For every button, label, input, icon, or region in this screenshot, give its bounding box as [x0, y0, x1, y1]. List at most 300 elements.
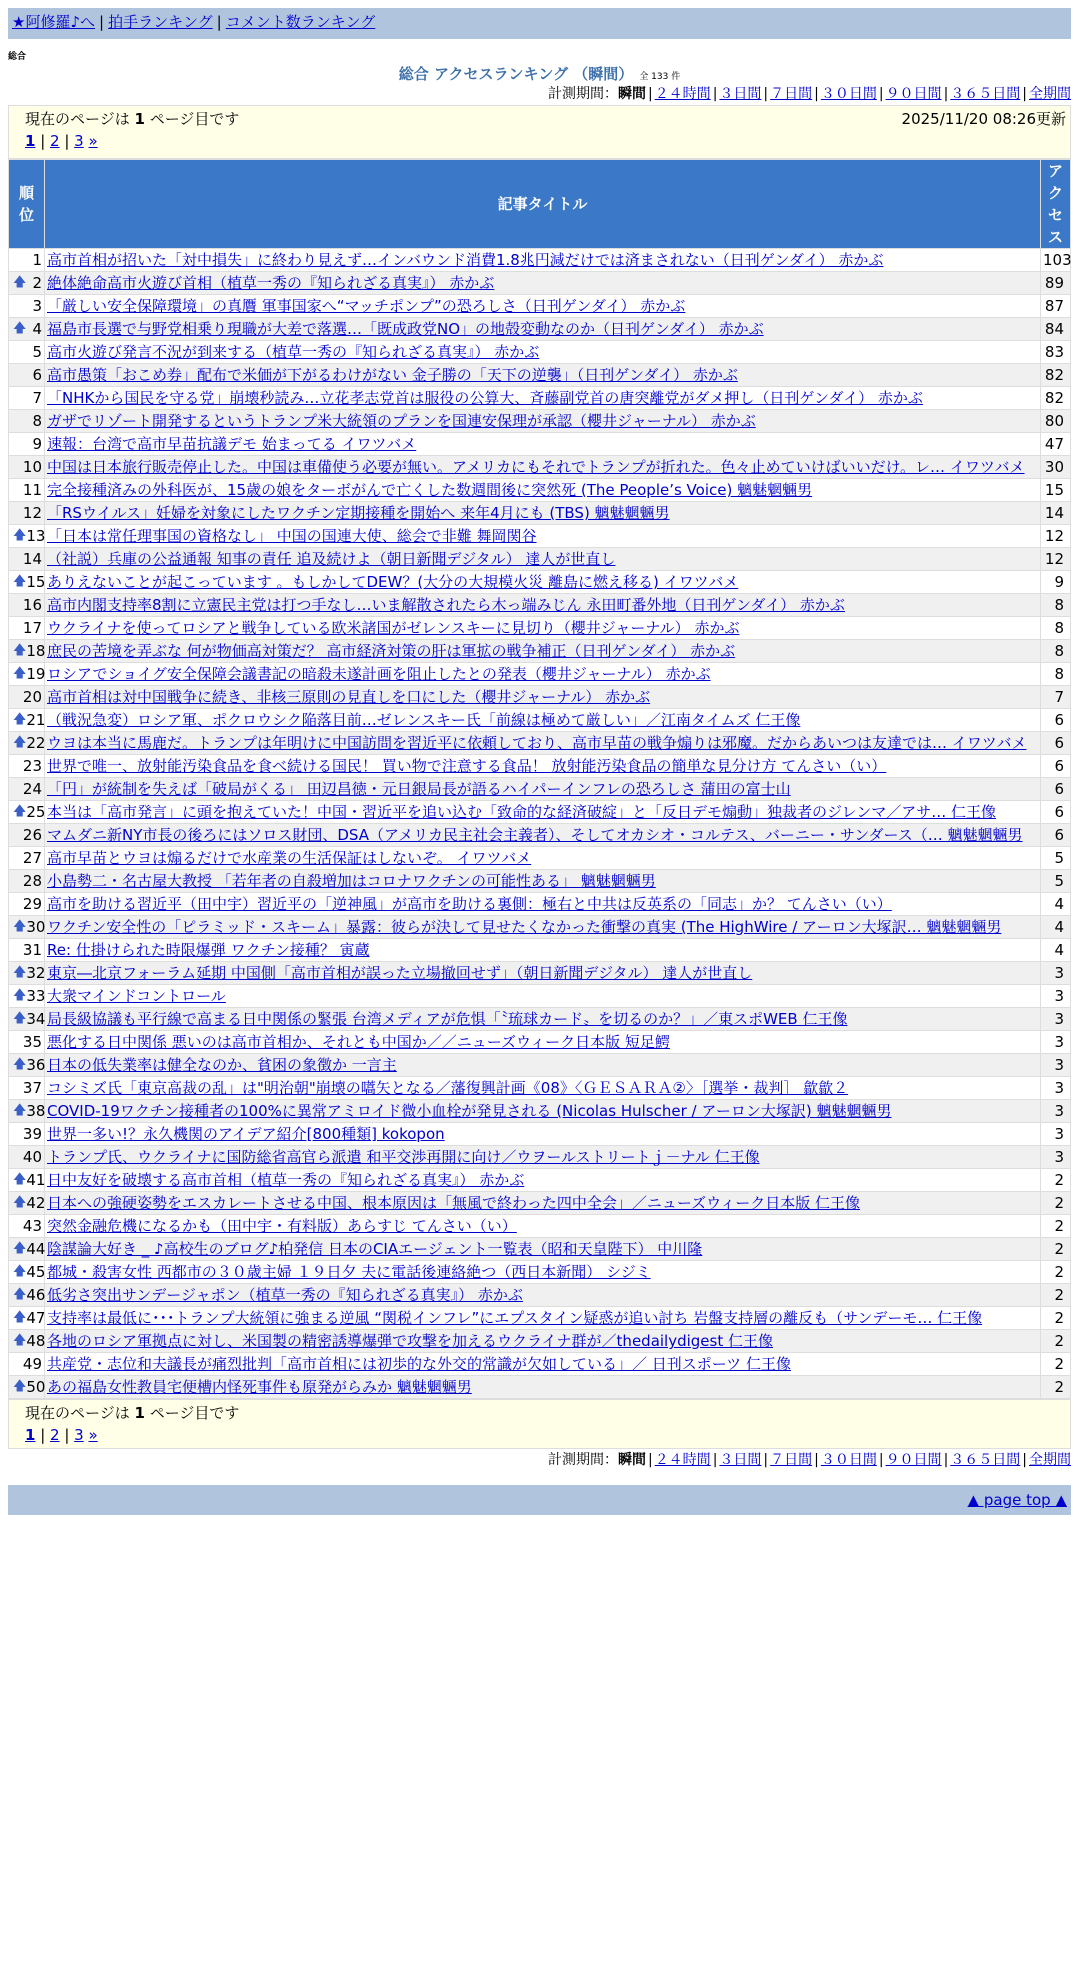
article-title-cell — [45, 410, 1041, 433]
access-count: 47 — [1041, 433, 1071, 456]
article-title-cell — [45, 548, 1041, 571]
table-row — [9, 295, 1071, 318]
rank-number: 29 — [22, 895, 42, 913]
article-link[interactable]: ガザでリゾート開発するというトランプ米大統領のプランを国連安保理が承認（櫻井ジャーナル） 赤かぶ — [47, 412, 756, 430]
article-link[interactable]: 「円」が統制を失えば「破局がくる」 田辺昌徳・元日銀局長が語るハイパーインフレの恐ろしさ 蒲田の富士山 — [47, 780, 791, 798]
article-link[interactable]: 局長級協議も平行線で高まる日中関係の緊張 台湾メディアが危惧「〝琉球カード〟を切るのか？」／東スポWEB 仁王像 — [47, 1010, 848, 1028]
period-separator: | — [878, 1452, 884, 1468]
access-count: 3 — [1041, 962, 1071, 985]
table-row — [9, 1307, 1071, 1330]
rank-number: 18 — [26, 642, 46, 660]
article-link[interactable]: 各地のロシア軍拠点に対し、米国製の精密誘導爆弾で攻撃を加えるウクライナ群が／thedailydigest 仁王像 — [47, 1332, 773, 1350]
rank-up-arrow-icon: 🡅 — [13, 804, 27, 819]
table-row — [9, 1008, 1071, 1031]
page-link[interactable]: 1 — [25, 132, 36, 150]
rank-cell — [9, 709, 45, 732]
rank-number: 47 — [26, 1309, 46, 1327]
table-row — [9, 709, 1071, 732]
page-link[interactable]: 3 — [74, 1426, 84, 1444]
rank-cell — [9, 801, 45, 824]
rank-number: 38 — [26, 1102, 46, 1120]
table-row — [9, 640, 1071, 663]
rank-number: 33 — [26, 987, 46, 1005]
article-link[interactable]: 高市愚策「おこめ券」配布で米価が下がるわけがない 金子勝の「天下の逆襲」（日刊ゲンダイ） 赤かぶ — [47, 366, 738, 384]
rank-cell — [9, 387, 45, 410]
article-link[interactable]: 本当は「高市発言」に頭を抱えていた！中国・習近平を追い込む「致命的な経済破綻」と「反日デモ煽動」独裁者のジレンマ／アサ… 仁王像 — [47, 803, 997, 821]
rank-cell — [9, 272, 45, 295]
access-count: 8 — [1041, 640, 1071, 663]
period-separator: | — [647, 86, 653, 102]
article-link[interactable]: 低劣さ突出サンデージャポン（植草一秀の『知られざる真実』） 赤かぶ — [47, 1286, 523, 1304]
rank-cell — [9, 594, 45, 617]
access-count: 6 — [1041, 824, 1071, 847]
access-count: 2 — [1041, 1353, 1071, 1376]
rank-number: 1 — [32, 251, 42, 269]
rank-number: 21 — [26, 711, 46, 729]
rank-number: 6 — [32, 366, 42, 384]
article-link[interactable]: 絶体絶命高市火遊び首相（植草一秀の『知られざる真実』） 赤かぶ — [47, 274, 495, 292]
article-link[interactable]: 日本への強硬姿勢をエスカレートさせる中国、根本原因は「無風で終わった四中全会」／ニューズウィーク日本版 仁王像 — [47, 1194, 860, 1212]
access-count: 3 — [1041, 1146, 1071, 1169]
article-link[interactable]: 「RSウイルス」妊婦を対象にしたワクチン定期接種を開始へ 来年4月にも (TBS) 魑魅魍魎男 — [47, 504, 670, 522]
table-row — [9, 1284, 1071, 1307]
article-link[interactable]: 高市早苗とウヨは煽るだけで水産業の生活保証はしないぞ。 イワツバメ — [47, 849, 532, 867]
rank-cell — [9, 1261, 45, 1284]
rank-up-arrow-icon: 🡅 — [13, 712, 27, 727]
rank-cell — [9, 1284, 45, 1307]
access-count: 30 — [1041, 456, 1071, 479]
page-title: 総合 アクセスランキング （瞬間） — [398, 65, 634, 83]
article-title-cell — [45, 985, 1041, 1008]
article-title-cell — [45, 755, 1041, 778]
rank-cell — [9, 755, 45, 778]
period-link[interactable]: ３６５日間 — [950, 1452, 1021, 1468]
table-row — [9, 1238, 1071, 1261]
access-count: 84 — [1041, 318, 1071, 341]
article-title-cell — [45, 1261, 1041, 1284]
article-link[interactable]: 高市を助ける習近平（田中宇）習近平の「逆神風」が高市を助ける裏側：極右と中共は反英系の「同志」か？ てんさい（い） — [47, 895, 892, 913]
rank-up-arrow-icon: 🡅 — [13, 528, 27, 543]
article-link[interactable]: 支持率は最低に･･･トランプ大統領に強まる逆風 “関税インフレ”にエプスタイン疑惑が追い討ち 岩盤支持層の離反も（サンデーモ… 仁王像 — [47, 1309, 983, 1327]
article-link[interactable]: 高市火遊び発言不況が到来する（植草一秀の『知られざる真実』） 赤かぶ — [47, 343, 540, 361]
rank-cell — [9, 1031, 45, 1054]
rank-cell — [9, 1054, 45, 1077]
article-link[interactable]: ウクライナを使ってロシアと戦争している欧米諸国がゼレンスキーに見切り（櫻井ジャーナル） 赤かぶ — [47, 619, 740, 637]
rank-number: 14 — [22, 550, 42, 568]
access-count: 2 — [1041, 1192, 1071, 1215]
column-header-title: 記事タイトル — [45, 160, 1041, 249]
rank-number: 42 — [26, 1194, 46, 1212]
article-link[interactable]: 悪化する日中関係 悪いのは高市首相か、それとも中国か／／ニューズウィーク日本版 短足鰐 — [47, 1033, 670, 1051]
rank-cell — [9, 939, 45, 962]
nav-link-asyura[interactable]: ★阿修羅♪へ — [12, 13, 96, 31]
rank-up-arrow-icon: 🡅 — [13, 1241, 27, 1256]
article-title-cell — [45, 893, 1041, 916]
article-title-cell — [45, 1284, 1041, 1307]
article-link[interactable]: コシミズ氏「東京高裁の乱」は"明治朝"崩壊の嚆矢となる／藩復興計画《08》〈ＧＥＳＡＲＡ②〉［選挙・裁判］ 歙歙２ — [47, 1079, 849, 1097]
rank-up-arrow-icon: 🡅 — [13, 965, 27, 980]
period-link[interactable]: 全期間 — [1029, 1452, 1071, 1468]
article-title-cell — [45, 502, 1041, 525]
article-title-cell — [45, 870, 1041, 893]
article-title-cell — [45, 847, 1041, 870]
period-link[interactable]: ７日間 — [770, 1452, 813, 1468]
article-link[interactable]: （戦況急変）ロシア軍、ポクロウシク陥落目前…ゼレンスキー氏「前線は極めて厳しい」／江南タイムズ 仁王像 — [47, 711, 801, 729]
rank-cell — [9, 1169, 45, 1192]
article-title-cell — [45, 1376, 1041, 1399]
page-top-link[interactable]: ▲ page top ▲ — [967, 1491, 1067, 1509]
access-count: 2 — [1041, 1215, 1071, 1238]
table-row — [9, 962, 1071, 985]
rank-cell — [9, 410, 45, 433]
rank-cell — [9, 1353, 45, 1376]
access-count: 2 — [1041, 1330, 1071, 1353]
article-title-cell — [45, 1077, 1041, 1100]
ranking-table-body — [9, 249, 1071, 1399]
article-link[interactable]: 世界一多い!？永久機関のアイデア紹介[800種類] kokopon — [47, 1125, 445, 1143]
page-info-top — [8, 105, 1071, 159]
table-row — [9, 801, 1071, 824]
article-title-cell — [45, 1307, 1041, 1330]
rank-number: 17 — [22, 619, 42, 637]
table-row — [9, 732, 1071, 755]
rank-cell — [9, 1146, 45, 1169]
article-link[interactable]: COVID-19ワクチン接種者の100%に異常アミロイド微小血栓が発見される (Nicolas Hulscher / アーロン大塚訳) 魑魅魍魎男 — [47, 1102, 892, 1120]
updated-timestamp: 2025/11/20 08:26更新 — [901, 110, 1066, 128]
access-count: 89 — [1041, 272, 1071, 295]
article-title-cell — [45, 640, 1041, 663]
article-link[interactable]: 高市首相は対中国戦争に続き、非核三原則の見直しを口にした（櫻井ジャーナル） 赤かぶ — [47, 688, 651, 706]
page-link[interactable]: 2 — [50, 1426, 60, 1444]
article-link[interactable]: 速報：台湾で高市早苗抗議デモ 始まってる イワツバメ — [47, 435, 417, 453]
article-link[interactable]: ありえないことが起こっています 。もしかしてDEW？(大分の大規模火災 離島に燃え移る) イワツバメ — [47, 573, 739, 591]
access-count: 82 — [1041, 364, 1071, 387]
access-count: 82 — [1041, 387, 1071, 410]
article-link[interactable]: 日本の低失業率は健全なのか、貧困の象徴か 一言主 — [47, 1056, 397, 1074]
period-link[interactable]: ３０日間 — [820, 86, 877, 102]
article-title-cell — [45, 318, 1041, 341]
table-row — [9, 1353, 1071, 1376]
rank-number: 44 — [26, 1240, 46, 1258]
access-count: 3 — [1041, 1100, 1071, 1123]
access-count: 103 — [1041, 249, 1071, 272]
article-link[interactable]: 大衆マインドコントロール — [47, 987, 226, 1005]
rank-number: 30 — [26, 918, 46, 936]
table-row — [9, 1330, 1071, 1353]
genre-label: 総合 — [8, 52, 27, 62]
article-link[interactable]: 突然金融危機になるかも（田中宇・有料版）あらすじ てんさい（い） — [47, 1217, 517, 1235]
article-title-cell — [45, 962, 1041, 985]
column-header-rank: 順位 — [9, 160, 45, 249]
rank-cell — [9, 824, 45, 847]
period-separator: | — [1022, 1452, 1027, 1468]
article-link[interactable]: ウヨは本当に馬鹿だ。トランプは年明けに中国訪問を習近平に依頼しており、高市早苗の戦争煽りは邪魔。だからあいつは友達では… イワツバメ — [47, 734, 1027, 752]
rank-number: 46 — [26, 1286, 46, 1304]
page-separator: | — [35, 132, 51, 150]
access-count: 6 — [1041, 732, 1071, 755]
period-link[interactable]: ３日間 — [719, 86, 762, 102]
table-row — [9, 272, 1071, 295]
period-link[interactable]: ３６５日間 — [950, 86, 1021, 102]
nav-link-comment-ranking[interactable]: コメント数ランキング — [225, 13, 376, 31]
table-row — [9, 1123, 1071, 1146]
article-title-cell — [45, 272, 1041, 295]
article-link[interactable]: 東京―北京フォーラム延期 中国側「高市首相が誤った立場撤回せず」（朝日新聞デジタル） 達人が世直し — [47, 964, 753, 982]
article-link[interactable]: ワクチン安全性の「ピラミッド・スキーム」暴露：彼らが決して見せたくなかった衝撃の真実 (The HighWire / アーロン大塚訳… 魑魅魍魎男 — [47, 918, 1002, 936]
nav-link-applause-ranking[interactable]: 拍手ランキング — [108, 13, 213, 31]
article-title-cell — [45, 686, 1041, 709]
article-title-cell — [45, 1169, 1041, 1192]
article-title-cell — [45, 732, 1041, 755]
rank-cell — [9, 1100, 45, 1123]
rank-cell — [9, 1077, 45, 1100]
article-link[interactable]: 都城・殺害女性 西都市の３０歳主婦 １９日夕 夫に電話後連絡絶つ（西日本新聞） シジミ — [47, 1263, 651, 1281]
period-label: 計測期間： — [547, 1452, 618, 1468]
article-title-cell — [45, 387, 1041, 410]
article-title-cell — [45, 341, 1041, 364]
article-title-cell — [45, 939, 1041, 962]
rank-cell — [9, 962, 45, 985]
article-title-cell — [45, 594, 1041, 617]
table-row — [9, 433, 1071, 456]
article-title-cell — [45, 709, 1041, 732]
current-page-text: 現在のページは 1 ページ目です — [25, 1404, 240, 1422]
article-title-cell — [45, 617, 1041, 640]
article-title-cell — [45, 1238, 1041, 1261]
article-link[interactable]: あの福島女性教員宅便槽内怪死事件も原発がらみか 魑魅魍魎男 — [47, 1378, 472, 1396]
period-separator: | — [878, 86, 884, 102]
rank-cell — [9, 870, 45, 893]
table-row — [9, 1031, 1071, 1054]
rank-cell — [9, 295, 45, 318]
table-row — [9, 617, 1071, 640]
access-count: 8 — [1041, 663, 1071, 686]
current-page-text: 現在のページは 1 ページ目です — [25, 110, 240, 128]
rank-cell — [9, 617, 45, 640]
period-separator: | — [943, 86, 949, 102]
access-count: 9 — [1041, 571, 1071, 594]
article-link[interactable]: 世界で唯一、放射能汚染食品を食べ続ける国民！ 買い物で注意する食品！ 放射能汚染食品の簡単な見分け方 てんさい（い） — [47, 757, 887, 775]
page-link[interactable]: 2 — [50, 132, 60, 150]
rank-number: 39 — [22, 1125, 42, 1143]
rank-number: 36 — [26, 1056, 46, 1074]
rank-number: 4 — [32, 320, 42, 338]
table-row — [9, 502, 1071, 525]
rank-up-arrow-icon: 🡅 — [13, 1333, 27, 1348]
page-link[interactable]: 1 — [25, 1426, 36, 1444]
table-row — [9, 318, 1071, 341]
page — [8, 8, 1071, 1515]
rank-cell — [9, 847, 45, 870]
article-title-cell — [45, 1123, 1041, 1146]
rank-cell — [9, 1330, 45, 1353]
rank-number: 34 — [26, 1010, 46, 1028]
article-link[interactable]: マムダニ新NY市長の後ろにはソロス財団、DSA（アメリカ民主社会主義者）、そしてオカシオ・コルテス、バーニー・サンダース（… 魑魅魍魎男 — [47, 826, 1023, 844]
article-link[interactable]: 中国は日本旅行販売停止した。中国は車備使う必要が無い。アメリカにもそれでトランプが折れた。色々止めていけばいいだけ。レ… イワツバメ — [47, 458, 1025, 476]
period-current: 瞬間 — [617, 1452, 646, 1468]
rank-number: 12 — [22, 504, 42, 522]
ranking-table — [8, 159, 1071, 1399]
table-row — [9, 1146, 1071, 1169]
access-count: 83 — [1041, 341, 1071, 364]
rank-cell — [9, 364, 45, 387]
rank-cell — [9, 571, 45, 594]
access-count: 7 — [1041, 686, 1071, 709]
article-link[interactable]: （社説）兵庫の公益通報 知事の責任 追及続けよ（朝日新聞デジタル） 達人が世直し — [47, 550, 616, 568]
article-link[interactable]: 共産党・志位和夫議長が痛烈批判「高市首相には初歩的な外交的常識が欠如している」／ 日刊スポーツ 仁王像 — [47, 1355, 791, 1373]
table-row — [9, 571, 1071, 594]
rank-number: 49 — [22, 1355, 42, 1373]
rank-up-arrow-icon: 🡅 — [13, 919, 27, 934]
rank-up-arrow-icon: 🡅 — [13, 666, 27, 681]
table-row — [9, 1169, 1071, 1192]
article-link[interactable]: トランプ氏、ウクライナに国防総省高官ら派遣 和平交渉再開に向け／ウヲールストリートｊ－ナル 仁王像 — [47, 1148, 760, 1166]
page-link[interactable]: 3 — [74, 132, 84, 150]
article-link[interactable]: Re: 仕掛けられた時限爆弾 ワクチン接種？ 寅蔵 — [47, 941, 370, 959]
footer-bar — [8, 1485, 1071, 1515]
table-row — [9, 364, 1071, 387]
period-link[interactable]: ２４時間 — [654, 86, 711, 102]
period-link[interactable]: ３０日間 — [820, 1452, 877, 1468]
article-title-cell — [45, 1100, 1041, 1123]
rank-number: 32 — [26, 964, 46, 982]
article-title-cell — [45, 525, 1041, 548]
access-count: 3 — [1041, 1008, 1071, 1031]
rank-cell — [9, 1238, 45, 1261]
column-header-count: アクセス — [1041, 160, 1071, 249]
article-link[interactable]: ロシアでショイグ安全保障会議書記の暗殺未遂計画を阻止したとの発表（櫻井ジャーナル） 赤かぶ — [47, 665, 711, 683]
table-row — [9, 1376, 1071, 1399]
rank-number: 16 — [22, 596, 42, 614]
access-count: 8 — [1041, 617, 1071, 640]
period-link[interactable]: ９０日間 — [885, 86, 942, 102]
table-row — [9, 939, 1071, 962]
article-link[interactable]: 「NHKから国民を守る党」崩壊秒読み…立花孝志党首は服役の公算大、斉藤副党首の唐突離党がダメ押し（日刊ゲンダイ） 赤かぶ — [47, 389, 923, 407]
rank-up-arrow-icon: 🡅 — [13, 735, 27, 750]
access-count: 2 — [1041, 1284, 1071, 1307]
access-count: 80 — [1041, 410, 1071, 433]
article-link[interactable]: 「厳しい安全保障環境」の真贋 軍事国家へ“マッチポンプ”の恐ろしさ（日刊ゲンダイ） 赤かぶ — [47, 297, 686, 315]
period-selector-top — [8, 83, 1071, 105]
period-link[interactable]: ９０日間 — [885, 1452, 942, 1468]
table-row — [9, 456, 1071, 479]
rank-number: 20 — [22, 688, 42, 706]
article-title-cell — [45, 249, 1041, 272]
period-separator: | — [814, 86, 819, 102]
period-link[interactable]: ３日間 — [719, 1452, 762, 1468]
rank-number: 3 — [32, 297, 42, 315]
rank-up-arrow-icon: 🡅 — [13, 1011, 27, 1026]
article-title-cell — [45, 571, 1041, 594]
period-separator: | — [712, 86, 718, 102]
page-separator: | — [59, 132, 75, 150]
page-separator: | — [59, 1426, 75, 1444]
article-title-cell — [45, 778, 1041, 801]
rank-number: 22 — [26, 734, 46, 752]
article-link[interactable]: 庶民の苦境を弄ぶな 何が物価高対策だ？ 高市経済対策の肝は軍拡の戦争補正（日刊ゲンダイ） 赤かぶ — [47, 642, 736, 660]
rank-cell — [9, 479, 45, 502]
table-row — [9, 778, 1071, 801]
period-separator: | — [814, 1452, 819, 1468]
rank-number: 10 — [22, 458, 42, 476]
rank-number: 9 — [32, 435, 42, 453]
rank-number: 15 — [26, 573, 46, 591]
rank-up-arrow-icon: 🡅 — [13, 1287, 27, 1302]
rank-number: 28 — [22, 872, 42, 890]
period-selector-bottom — [8, 1449, 1071, 1471]
access-count: 87 — [1041, 295, 1071, 318]
nav-separator: | — [216, 13, 222, 31]
table-row — [9, 1215, 1071, 1238]
access-count: 5 — [1041, 847, 1071, 870]
period-label: 計測期間： — [547, 86, 618, 102]
rank-cell — [9, 916, 45, 939]
page-info-bottom — [8, 1399, 1071, 1449]
article-title-cell — [45, 1054, 1041, 1077]
rank-number: 45 — [26, 1263, 46, 1281]
rank-up-arrow-icon: 🡅 — [13, 1057, 27, 1072]
period-separator: | — [763, 86, 769, 102]
rank-number: 25 — [26, 803, 46, 821]
access-count: 8 — [1041, 594, 1071, 617]
table-row — [9, 1100, 1071, 1123]
table-row — [9, 916, 1071, 939]
rank-cell — [9, 1192, 45, 1215]
period-separator: | — [943, 1452, 949, 1468]
period-link[interactable]: ２４時間 — [654, 1452, 711, 1468]
rank-number: 8 — [32, 412, 42, 430]
article-title-cell — [45, 1215, 1041, 1238]
article-link[interactable]: 福島市長選で与野党相乗り現職が大差で落選…「既成政党NO」の地殻変動なのか（日刊ゲンダイ） 赤かぶ — [47, 320, 764, 338]
article-link[interactable]: 陰謀論大好き _ ♪高校生のブログ♪柏発信 日本のCIAエージェント一覧表（昭和天皇陛下） 中川隆 — [47, 1240, 703, 1258]
page-link[interactable]: » — [88, 132, 98, 150]
rank-number: 50 — [26, 1378, 46, 1396]
table-row — [9, 847, 1071, 870]
article-title-cell — [45, 479, 1041, 502]
article-link[interactable]: 高市首相が招いた「対中損失」に終わり見えず…インバウンド消費1.8兆円減だけでは済まされない（日刊ゲンダイ） 赤かぶ — [47, 251, 884, 269]
table-row — [9, 663, 1071, 686]
rank-cell — [9, 548, 45, 571]
access-count: 2 — [1041, 1376, 1071, 1399]
period-link[interactable]: 全期間 — [1029, 86, 1071, 102]
article-title-cell — [45, 801, 1041, 824]
rank-up-arrow-icon: 🡅 — [13, 1264, 27, 1279]
rank-cell — [9, 456, 45, 479]
article-link[interactable]: 完全接種済みの外科医が、15歳の娘をターボがんで亡くした数週間後に突然死 (The People’s Voice) 魑魅魍魎男 — [47, 481, 813, 499]
access-count: 2 — [1041, 1261, 1071, 1284]
rank-number: 35 — [22, 1033, 42, 1051]
rank-number: 7 — [32, 389, 42, 407]
period-link[interactable]: ７日間 — [770, 86, 813, 102]
access-count: 5 — [1041, 870, 1071, 893]
article-link[interactable]: 「日本は常任理事国の資格なし」 中国の国連大使、総会で非難 舞岡関谷 — [47, 527, 537, 545]
article-title-cell — [45, 456, 1041, 479]
rank-up-arrow-icon: 🡅 — [13, 1310, 27, 1325]
rank-number: 31 — [22, 941, 42, 959]
rank-cell — [9, 1376, 45, 1399]
access-count: 2 — [1041, 1238, 1071, 1261]
rank-number: 19 — [26, 665, 46, 683]
article-link[interactable]: 高市内閣支持率8割に立憲民主党は打つ手なし…いま解散されたら木っ端みじん 永田町番外地（日刊ゲンダイ） 赤かぶ — [47, 596, 845, 614]
access-count: 6 — [1041, 709, 1071, 732]
table-row — [9, 1054, 1071, 1077]
article-link[interactable]: 日中友好を破壊する高市首相（植草一秀の『知られざる真実』） 赤かぶ — [47, 1171, 525, 1189]
access-count: 3 — [1041, 1077, 1071, 1100]
rank-number: 43 — [22, 1217, 42, 1235]
access-count: 6 — [1041, 801, 1071, 824]
page-link[interactable]: » — [88, 1426, 98, 1444]
article-link[interactable]: 小島勢二・名古屋大教授 「若年者の自殺増加はコロナワクチンの可能性ある」 魑魅魍魎男 — [47, 872, 656, 890]
